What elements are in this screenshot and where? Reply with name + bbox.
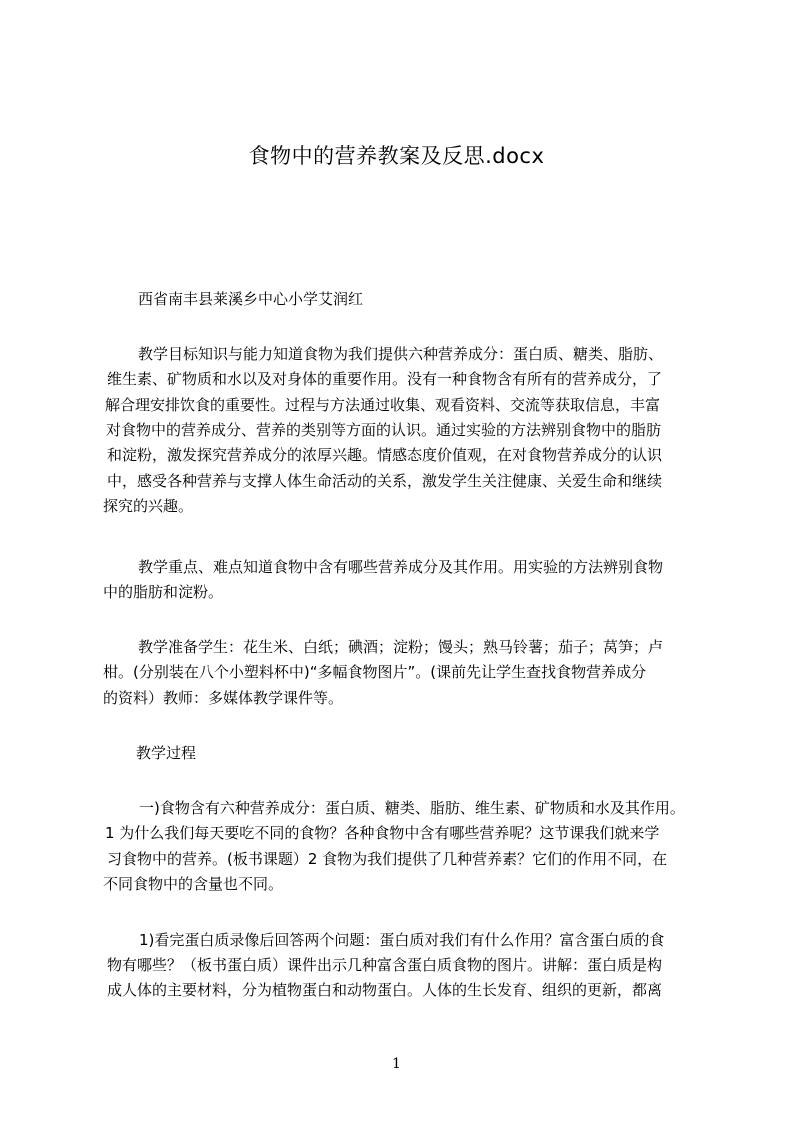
paragraph-line: 教学准备学生：花生米、白纸；碘酒；淀粉；馒头；熟马铃薯；茄子；莴笋；卢	[138, 638, 664, 656]
paragraph-line: 探究的兴趣。	[103, 497, 194, 515]
paragraph-line: 成人体的主要材料，分为植物蛋白和动物蛋白。人体的生长发育、组织的更新，都离	[107, 981, 663, 999]
paragraph-line: 1)看完蛋白质录像后回答两个问题：蛋白质对我们有什么作用？富含蛋白质的食	[139, 931, 665, 949]
paragraph-line: 柑。(分别装在八个小塑料杯中)“多幅食物图片”。(课前先让学生查找食物营养成分	[103, 663, 647, 681]
author-line: 西省南丰县莱溪乡中心小学艾润红	[138, 290, 364, 308]
paragraph-line: 对食物中的营养成分、营养的类别等方面的认识。通过实验的方法辨别食物中的脂肪	[106, 421, 662, 439]
paragraph-line: 物有哪些？（板书蛋白质）课件出示几种富含蛋白质食物的图片。讲解：蛋白质是构	[107, 956, 663, 974]
paragraph-line: 教学目标知识与能力知道食物为我们提供六种营养成分：蛋白质、糖类、脂肪、	[138, 345, 664, 363]
process-heading: 教学过程	[136, 744, 197, 762]
paragraph-line: 解合理安排饮食的重要性。过程与方法通过收集、观看资料、交流等获取信息，丰富	[105, 396, 661, 414]
paragraph-line: 教学重点、难点知道食物中含有哪些营养成分及其作用。用实验的方法辨别食物	[138, 558, 664, 576]
paragraph-line: 和淀粉，激发探究营养成分的浓厚兴趣。情感态度价值观，在对食物营养成分的认识	[107, 446, 663, 464]
paragraph-line: 一)食物含有六种营养成分：蛋白质、糖类、脂肪、维生素、矿物质和水及其作用。	[139, 799, 685, 817]
paragraph-line: 中的脂肪和淀粉。	[103, 583, 224, 601]
paragraph-line: 1 为什么我们每天要吃不同的食物？各种食物中含有哪些营养呢？这节课我们就来学	[105, 824, 660, 842]
paragraph-line: 的资料）教师：多媒体教学课件等。	[103, 689, 344, 707]
paragraph-line: 不同食物中的含量也不同。	[103, 875, 284, 893]
document-title: 食物中的营养教案及反思.docx	[248, 144, 545, 168]
paragraph-line: 维生素、矿物质和水以及对身体的重要作用。没有一种食物含有所有的营养成分，了	[107, 370, 663, 388]
page-number: 1	[392, 1056, 401, 1072]
paragraph-line: 习食物中的营养。(板书课题）2 食物为我们提供了几种营养素？它们的作用不同，在	[107, 850, 668, 868]
paragraph-line: 中，感受各种营养与支撑人体生命活动的关系，激发学生关注健康、关爱生命和继续	[107, 472, 663, 490]
